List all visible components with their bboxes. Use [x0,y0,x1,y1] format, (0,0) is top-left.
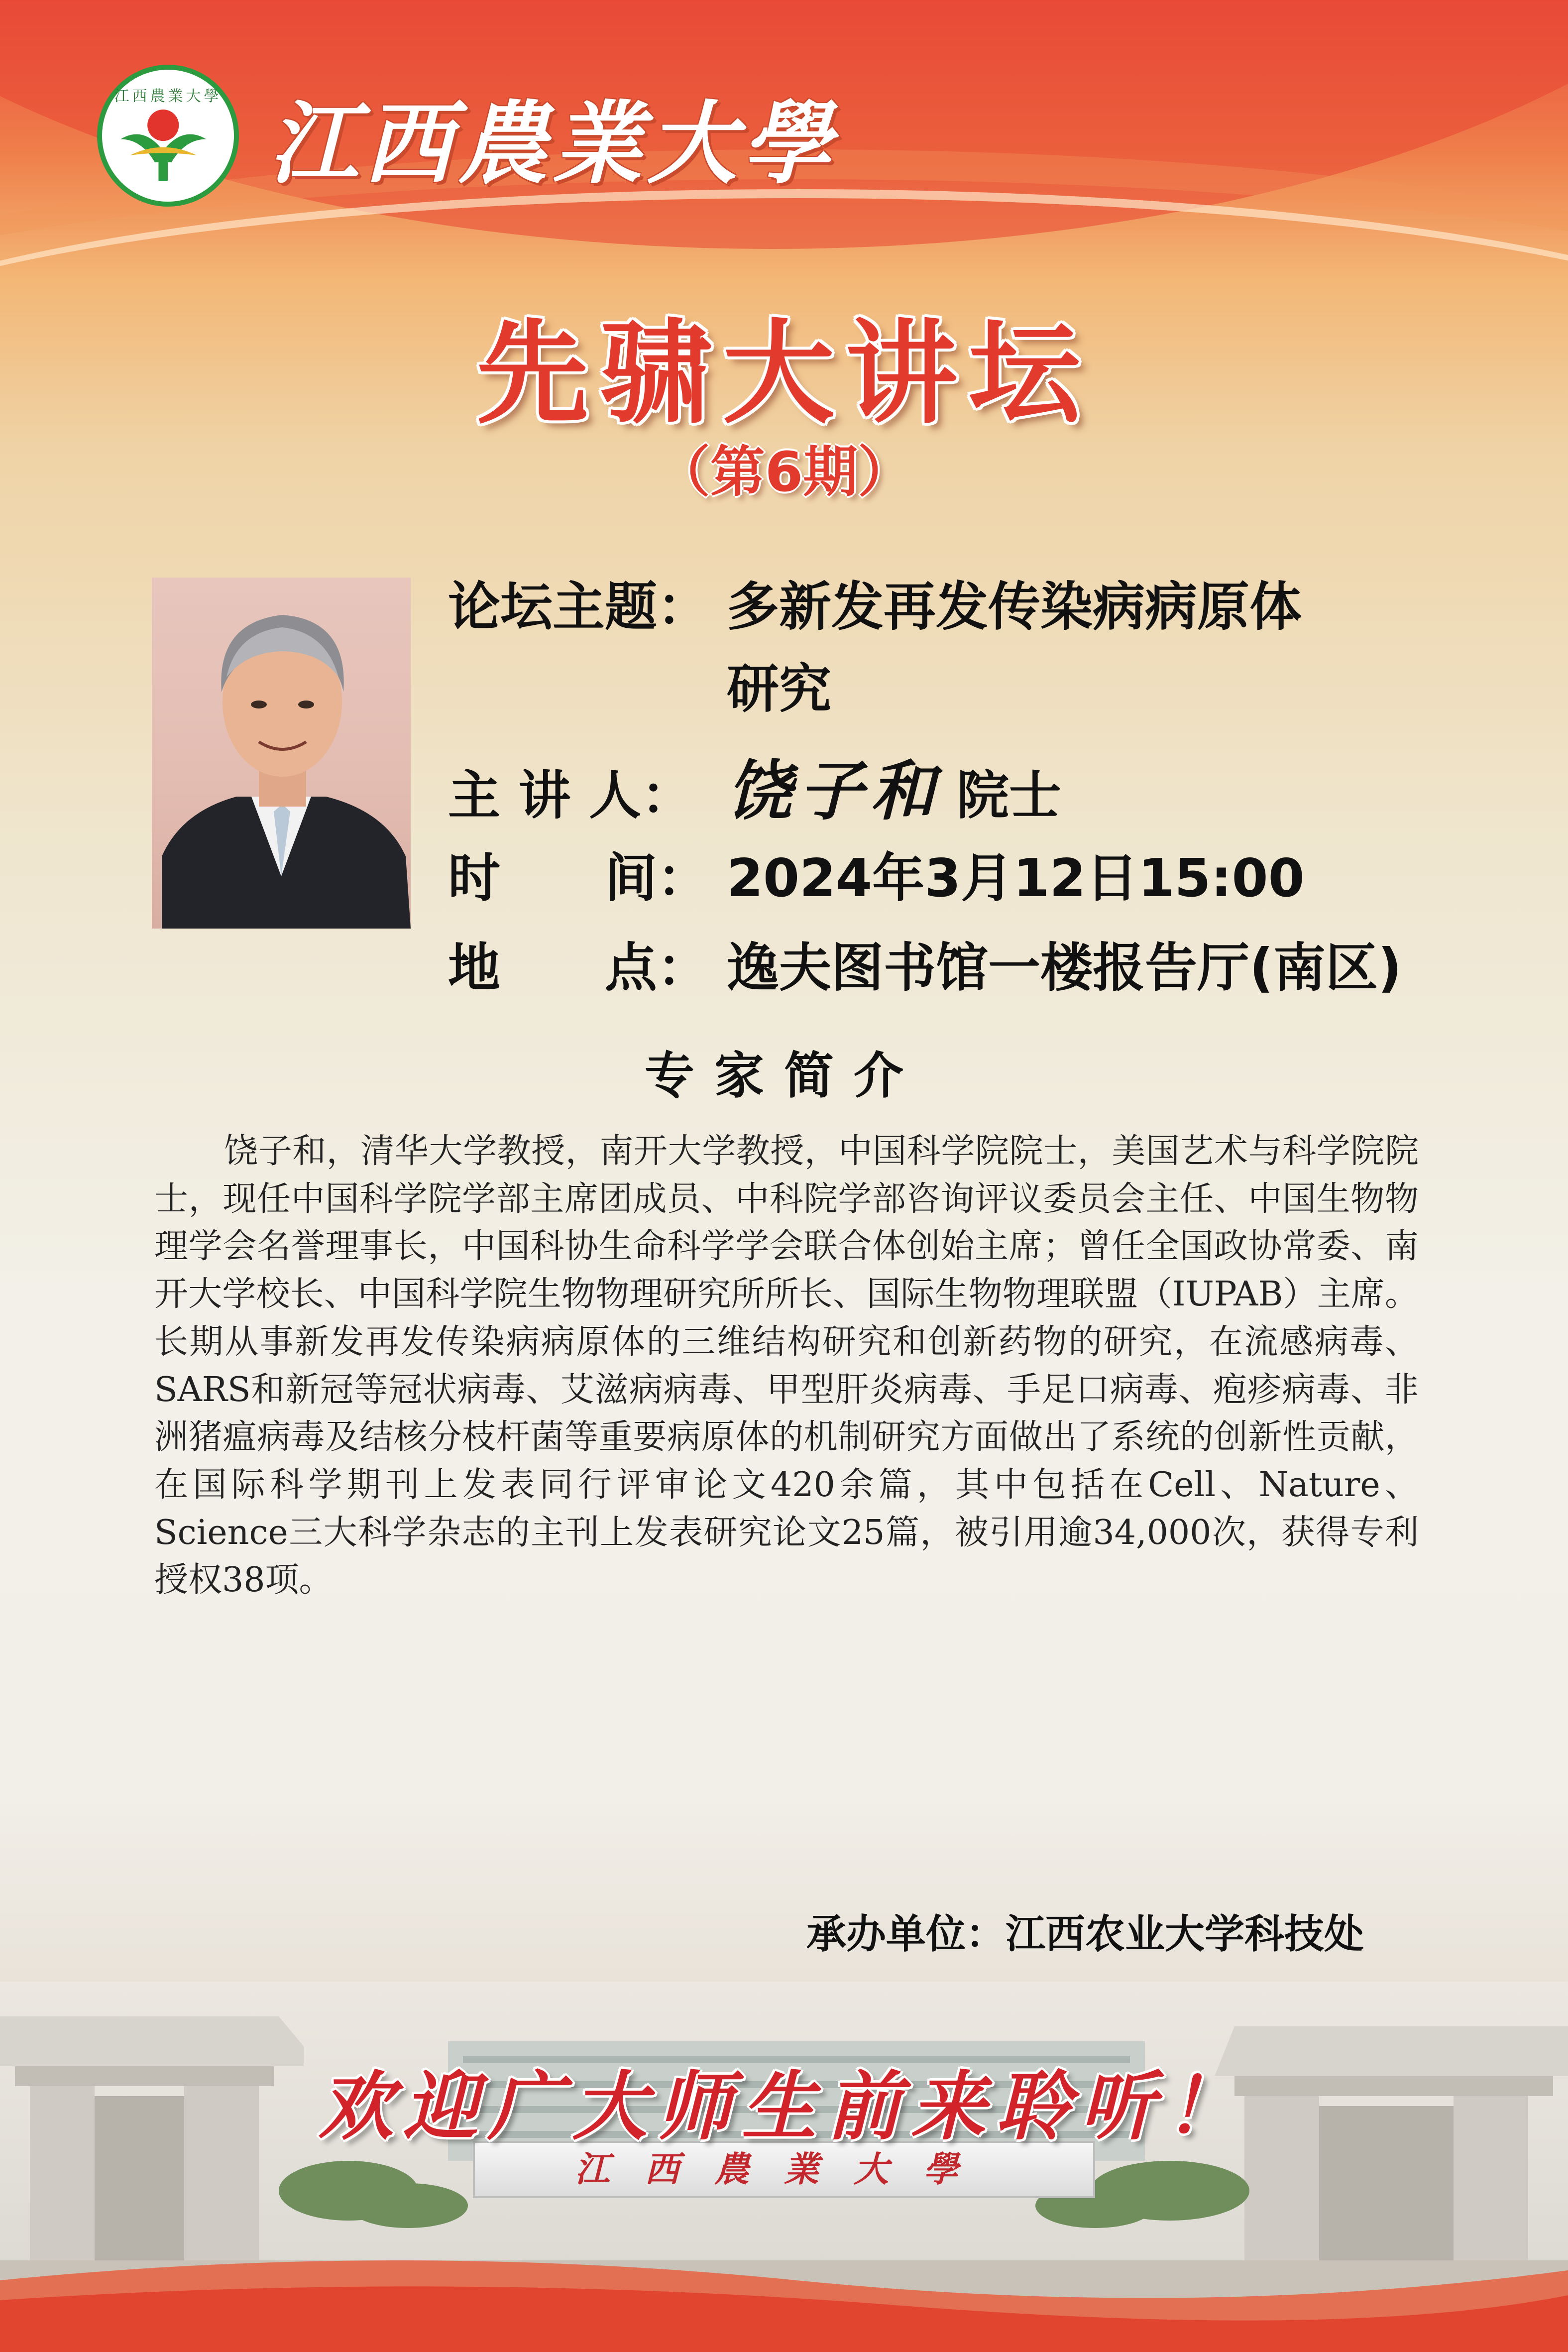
university-logo [97,65,239,207]
topic-row [448,565,1302,640]
topic-row-continued [727,647,831,722]
welcome-slogan: 欢迎广大师生前来聆听！ [318,2063,1249,2150]
place-label: 地 点： [448,938,710,998]
forum-issue: （第6期） [655,440,913,504]
forum-title: 先骕大讲坛 [476,309,1092,439]
organizer: 承办单位：江西农业大学科技处 [806,1910,1364,1957]
bio-heading: 专家简介 [645,1047,923,1105]
speaker-title: 院士 [957,765,1062,826]
time-label: 时 间： [448,848,710,909]
gate-sign: 江西農業大學 [473,2141,1095,2198]
place-row [448,926,1402,1001]
bio-text: 饶子和，清华大学教授，南开大学教授，中国科学院院士，美国艺术与科学院院士，现任中国科学院学部主席团成员、中科院学部咨询评议委员会主任、中国生物物理学会名誉理事长，中国科协生命科学学会联合体创始主席；曾任全国政协常委、南开大学校长、中国科学院生物物理研究所所长、国际生物物理联盟（IUPAB）主席。长期从事新发再发传染病病原体的三维结构研究和创新药物的研究，在流感病毒、SARS和新冠等冠状病毒、艾滋病病毒、甲型肝炎病毒、手足口病毒、疱疹病毒、非洲猪瘟病毒及结核分枝杆菌等重要病原体的机制研究方面做出了系统的创新性贡献，在国际科学期刊上发表同行评审论文420余篇，其中包括在Cell、Nature、Science三大科学杂志的主刊上发表研究论文25篇，被引用逾34,000次，获得专利授权38项。 [154,1132,1419,1600]
speaker-portrait-icon [152,578,411,929]
speaker-row [448,739,1061,832]
topic-value-line1: 多新发再发传染病病原体 [727,577,1302,637]
time-value: 2024年3月12日15:00 [727,848,1305,909]
university-name: 江西農業大學 [269,91,837,196]
place-value: 逸夫图书馆一楼报告厅(南区) [727,938,1402,998]
topic-value-line2: 研究 [727,659,832,719]
speaker-photo [152,578,411,929]
speaker-label: 主 讲 人： [448,765,694,826]
time-row [448,836,1305,912]
logo-emblem-icon [102,70,234,202]
speaker-name: 饶子和 [727,753,942,829]
logo-ring-text: 江西農業大學 [114,88,222,105]
topic-label: 论坛主题： [448,577,710,637]
